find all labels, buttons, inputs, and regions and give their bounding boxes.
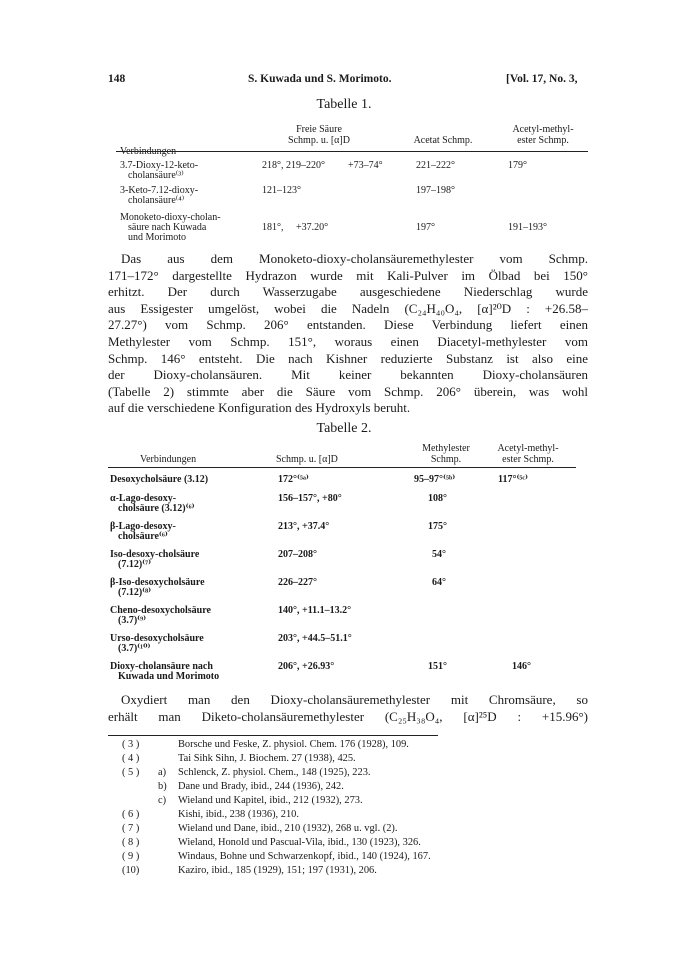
table1-header-acetyl-line2: ester Schmp. [517, 135, 569, 146]
running-volume: [Vol. 17, No. 3, [506, 73, 578, 85]
table2-row2-name1: α-Lago-desoxy- [110, 493, 177, 504]
table2-title: Tabelle 2. [316, 421, 372, 436]
table2-row4-methyl: 54° [432, 549, 446, 560]
table2-row3-methyl: 175° [428, 521, 447, 532]
text-line: der Dioxy-cholansäuren. Mit keiner bekannten Dioxy-cholansäuren [108, 367, 588, 383]
table2-row7-schmp: 203°, +44.5–51.1° [278, 633, 352, 644]
table2-row1-methyl: 95–97°⁽⁵ᵇ⁾ [414, 474, 456, 485]
text-line: auf die verschiedene Konfiguration des Hydroxyls beruht. [108, 400, 411, 416]
table1-row1-name2: cholansäure⁽³⁾ [128, 170, 184, 181]
footnote: ( 8 ) Wieland, Honold und Pascual-Vila, ibid., 130 (1923), 326. [122, 837, 421, 848]
text-line: erhitzt. Der durch Wasserzugabe ausgeschiedene Niederschlag wurde [108, 284, 588, 300]
table2-header-methyl-line2: Schmp. [430, 454, 462, 465]
table2-row6-name1: Cheno-desoxycholsäure [110, 605, 211, 616]
text-line: aus Essigester umgelöst, wobei die Nadeln (C₂₄H₄₀O₄, [α]²⁰D : +26.58– [108, 300, 588, 316]
table1-row2-schmp: 121–123° [262, 185, 301, 196]
table2-row3-name2: cholsäure⁽⁶⁾ [118, 531, 168, 542]
table1-row2-acetat: 197–198° [416, 185, 455, 196]
table1-row3-alpha: +37.20° [296, 222, 329, 233]
table2-row8-methyl: 151° [428, 661, 447, 672]
text-line: Schmp. 146° entsteht. Die nach Kishner reduzierte Substanz ist also eine [108, 350, 588, 366]
footnote: (10) Kaziro, ibid., 185 (1929), 151; 197 (1931), 206. [122, 865, 377, 876]
paragraph-2 [108, 692, 588, 725]
table2-header-verbindungen: Verbindungen [140, 454, 197, 465]
table2-row1-acetyl: 117°⁽⁵ᶜ⁾ [498, 474, 528, 485]
text-line: Oxydiert man den Dioxy-cholansäuremethylester mit Chromsäure, so [121, 692, 588, 707]
table2-row5-name1: β-Iso-desoxycholsäure [110, 577, 205, 588]
table1-row3-name2: säure nach Kuwada [128, 222, 207, 233]
table2-row8-name1: Dioxy-cholansäure nach [110, 661, 213, 672]
footnote: ( 7 ) Wieland und Dane, ibid., 210 (1932), 268 u. vgl. (2). [122, 823, 398, 834]
table2-header-methyl-line1: Methylester [422, 443, 470, 454]
table2-row4-schmp: 207–208° [278, 549, 317, 560]
table2-row8-schmp: 206°, +26.93° [278, 661, 335, 672]
footnote: c) Wieland und Kapitel, ibid., 212 (1932), 273. [158, 795, 363, 806]
footnote: ( 3 ) Borsche und Feske, Z. physiol. Chem. 176 (1928), 109. [122, 739, 409, 750]
table1-header-rule [116, 151, 588, 152]
table2-header-acetyl-line2: ester Schmp. [502, 454, 554, 465]
table2-header-rule [108, 467, 576, 468]
table2-row4-name2: (7.12)⁽⁷⁾ [118, 559, 152, 570]
table2-row1-schmp: 172°⁽⁵ᵃ⁾ [278, 474, 309, 485]
table1-header-freie-line2: Schmp. u. [α]D [288, 135, 350, 146]
table2-row2-methyl: 108° [428, 493, 447, 504]
table2-header-acetyl-line1: Acetyl-methyl- [497, 443, 559, 454]
text-line: Methylester vom Schmp. 151°, woraus einen Diacetyl-methylester vom [108, 333, 588, 349]
table1-title: Tabelle 1. [316, 97, 372, 112]
footnote: ( 9 ) Windaus, Bohne und Schwarzenkopf, ibid., 140 (1924), 167. [122, 851, 431, 862]
page-number: 148 [108, 73, 126, 85]
table1-row1-acetat: 221–222° [416, 160, 455, 171]
footnote-rule [108, 735, 438, 736]
table1-row3-schmp: 181°, [262, 222, 284, 233]
paragraph-1 [108, 251, 588, 417]
table1-row1-name1: 3.7-Dioxy-12-keto- [120, 160, 199, 171]
footnote: ( 4 ) Tai Sihk Sihn, J. Biochem. 27 (1938), 425. [122, 753, 356, 764]
table1-row2-name2: cholansäure⁽⁴⁾ [128, 195, 185, 206]
table2-row6-schmp: 140°, +11.1–13.2° [278, 605, 352, 616]
table1-header-freie-line1: Freie Säure [296, 124, 342, 135]
table1-row1-schmp: 218°, 219–220° [262, 160, 325, 171]
table2-header-schmp: Schmp. u. [α]D [276, 454, 338, 465]
table2-row4-name1: Iso-desoxy-cholsäure [110, 549, 200, 560]
text-line: Das aus dem Monoketo-dioxy-cholansäuremethylester vom Schmp. [121, 251, 588, 266]
table2-row8-name2: Kuwada und Morimoto [118, 671, 220, 682]
footnote: b) Dane und Brady, ibid., 244 (1936), 242. [158, 781, 344, 792]
text-line: erhält man Diketo-cholansäuremethylester (C₂₅H₃₈O₄, [α]²⁵D : +15.96°) [108, 708, 588, 724]
footnote: ( 5 ) a) Schlenck, Z. physiol. Chem., 148 (1925), 223. [122, 767, 371, 778]
text-line: 171–172° dargestellte Hydrazon wurde mit Kali-Pulver im Ölbad bei 150° [108, 267, 588, 283]
table1-header-acetat: Acetat Schmp. [413, 135, 473, 146]
table2-row3-schmp: 213°, +37.4° [278, 521, 330, 532]
table2-row5-name2: (7.12)⁽⁸⁾ [118, 587, 152, 598]
text-line: 27.27°) vom Schmp. 206° entstanden. Diese Verbindung liefert einen [108, 317, 588, 333]
table1-row3-acetat: 197° [416, 222, 435, 233]
table2-row7-name1: Urso-desoxycholsäure [110, 633, 204, 644]
footnote: ( 6 ) Kishi, ibid., 238 (1936), 210. [122, 809, 299, 820]
table1-row1-acetyl: 179° [508, 160, 527, 171]
table1-row3-acetyl: 191–193° [508, 222, 547, 233]
table2-row3-name1: β-Lago-desoxy- [110, 521, 176, 532]
table1-row3-name3: und Morimoto [128, 232, 187, 243]
table1-header-acetyl-line1: Acetyl-methyl- [512, 124, 574, 135]
table2-row8-acetyl: 146° [512, 661, 531, 672]
table1-row3-name1: Monoketo-dioxy-cholan- [120, 212, 221, 223]
table2-row2-schmp: 156–157°, +80° [278, 493, 342, 504]
table1-row1-alpha: +73–74° [348, 160, 383, 171]
table2-row5-methyl: 64° [432, 577, 446, 588]
table2-row1-name1: Desoxycholsäure (3.12) [110, 474, 209, 485]
running-authors: S. Kuwada und S. Morimoto. [248, 73, 392, 85]
table1-row2-name1: 3-Keto-7.12-dioxy- [120, 185, 199, 196]
table2-row7-name2: (3.7)⁽¹⁰⁾ [118, 643, 151, 654]
table2-row2-name2: cholsäure (3.12)⁽⁶⁾ [118, 503, 195, 514]
text-line: (Tabelle 2) stimmte aber die Säure vom Schmp. 206° überein, was wohl [108, 383, 588, 399]
table2-row6-name2: (3.7)⁽⁹⁾ [118, 615, 147, 626]
table2-row5-schmp: 226–227° [278, 577, 317, 588]
